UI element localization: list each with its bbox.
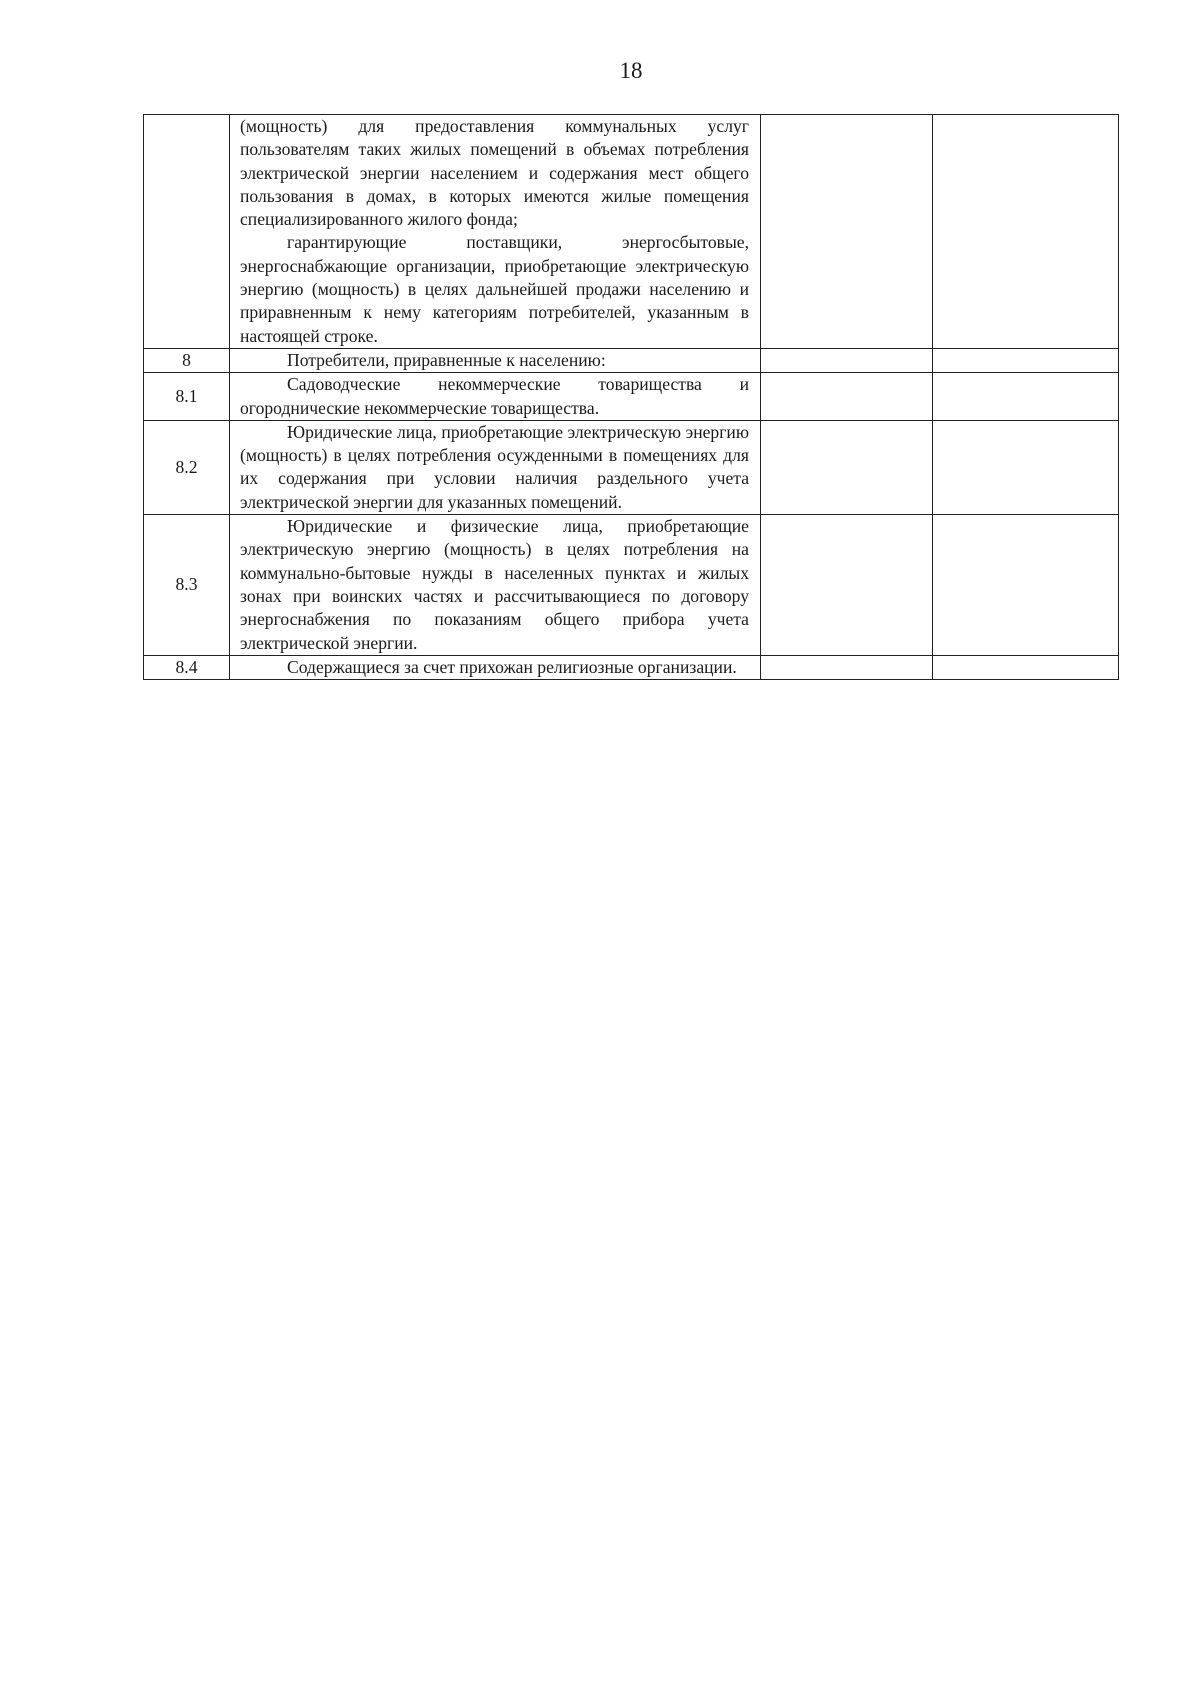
row-number-cell: [144, 348, 230, 372]
row-number-cell: [144, 515, 230, 656]
table-row: [144, 420, 1119, 514]
empty-value-cell: [933, 515, 1119, 656]
row-description-cell: [230, 420, 761, 514]
empty-value-cell: [933, 348, 1119, 372]
row-number-cell: [144, 420, 230, 514]
table-row: [144, 515, 1119, 656]
row-description-paragraph: Юридические лица, приобретающие электрическую энергию (мощность) в целях потребления осужденными в помещениях для их содержания при условии наличия раздельного учета электрической энергии для указанных помещений.: [240, 421, 749, 512]
row-number-cell: [144, 373, 230, 421]
tariff-table: [143, 114, 1119, 680]
row-description-cell: [230, 515, 761, 656]
empty-value-cell: [933, 115, 1119, 349]
row-description-cell: [230, 655, 761, 679]
table-row: [144, 655, 1119, 679]
empty-value-cell: [761, 655, 933, 679]
empty-value-cell: [933, 420, 1119, 514]
row-description-paragraph: Юридические и физические лица, приобретающие электрическую энергию (мощность) в целях потребления на коммунально-бытовые нужды в населенных пунктах и жилых зонах при воинских частях и рассчитывающиеся по договору энергоснабжения по показаниям общего прибора учета электрической энергии.: [240, 516, 749, 653]
empty-value-cell: [761, 373, 933, 421]
row-number: 8: [182, 349, 191, 370]
row-number: 8.4: [175, 656, 198, 677]
empty-value-cell: [761, 420, 933, 514]
empty-value-cell: [761, 515, 933, 656]
row-description-cell: [230, 348, 761, 372]
table-row: [144, 348, 1119, 372]
row-description-cell: [230, 115, 761, 349]
table-row: [144, 115, 1119, 349]
row-description-paragraph: Потребители, приравненные к населению:: [287, 349, 606, 370]
empty-value-cell: [933, 655, 1119, 679]
row-number-cell: [144, 655, 230, 679]
empty-value-cell: [761, 348, 933, 372]
row-description-paragraph: Содержащиеся за счет прихожан религиозные организации.: [287, 656, 737, 677]
empty-value-cell: [761, 115, 933, 349]
row-description-paragraph: Садоводческие некоммерческие товарищества и огороднические некоммерческие товарищества.: [240, 374, 749, 418]
table-body: [144, 115, 1119, 680]
row-description-paragraph: (мощность) для предоставления коммунальных услуг пользователям таких жилых помещений в объемах потребления электрической энергии населением и содержания мест общего пользования в домах, в которых имеются жилые помещения специализированного жилого фонда;: [240, 116, 749, 230]
row-number: 8.3: [175, 574, 198, 595]
table-row: [144, 373, 1119, 421]
empty-value-cell: [933, 373, 1119, 421]
row-description-paragraph: гарантирующие поставщики, энергосбытовые, энергоснабжающие организации, приобретающие электрическую энергию (мощность) в целях дальнейшей продажи населению и приравненным к нему категориям потребителей, указанным в настоящей строке.: [240, 232, 749, 346]
row-number-cell: [144, 115, 230, 349]
row-number: 8.2: [175, 456, 198, 477]
row-number: 8.1: [175, 385, 198, 406]
row-description-cell: [230, 373, 761, 421]
page-number: 18: [619, 58, 643, 83]
